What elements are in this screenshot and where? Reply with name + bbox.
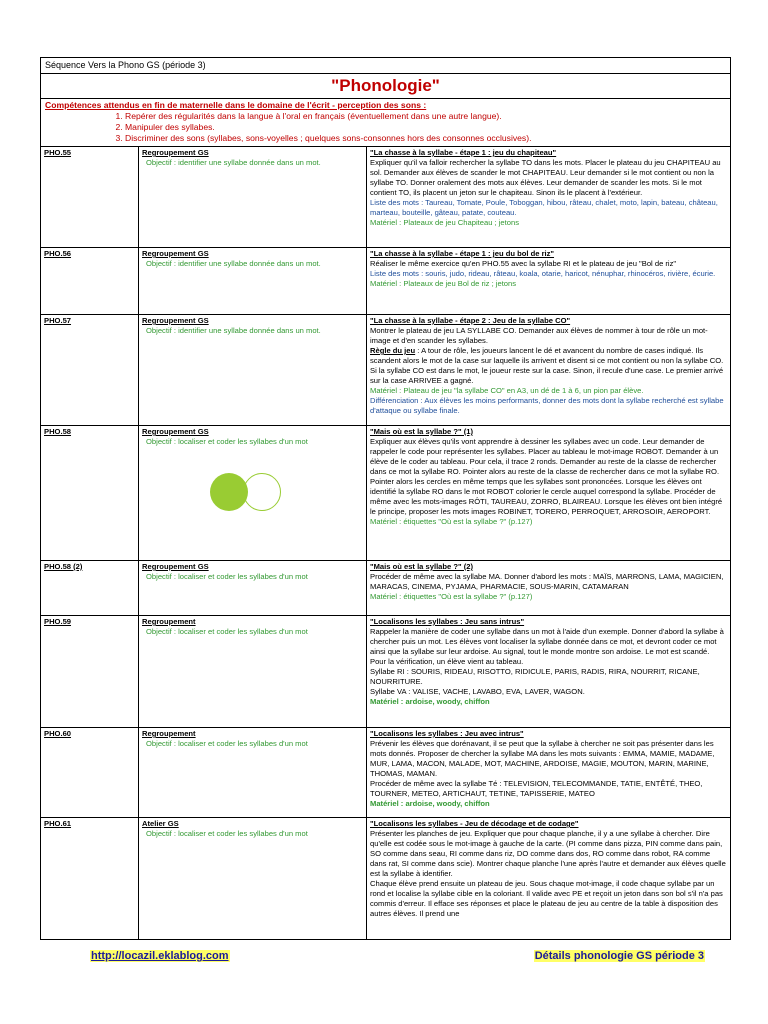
activity-objective: Objectif : localiser et coder les syllabes d'un mot bbox=[146, 437, 308, 446]
rule-text: : A tour de rôle, les joueurs lancent le dé et avancent du nombre de cases indiqué. Ils scandent alors le mot de la case sur laquelle ils arrivent et disent si ce mot contient ou non la syllabe CO. Si la syllabe CO est dans le mot, le joueur reste sur la case. Sinon, il recule d'une case. Le premier arrivé sur la case ARRIVEE a gagné. bbox=[370, 346, 724, 385]
activity-group: Regroupement GS bbox=[142, 427, 209, 436]
material: Matériel : Plateaux de jeu Bol de riz ; jetons bbox=[370, 279, 517, 288]
activity-group: Regroupement bbox=[142, 617, 196, 626]
activity-code: PHO.59 bbox=[44, 617, 72, 626]
material: Matériel : Plateaux de jeu Chapiteau ; jetons bbox=[370, 218, 520, 227]
activity-description: Expliquer aux élèves qu'ils vont apprendre à dessiner les syllabes avec un code. Leur demander de rappeler le code pour représenter les syllabes. Placer au tableau le mot-image ROBOT. Demander à un élève de le coder au tableau. Pour cela, il trace 2 ronds. Demander au reste de la classe de rechercher dans ce mot la syllabe RO. Pointer alors au reste de la classe de rechercher dans ce mot la syllabe RO. Pointer alors les cercles en même temps que les syllabes sont prononcées. Lorsque les élèves ont identifié la syllabe RO dans le mot ROBOT colorier le cercle auquel correspond la syllabe. Procéder de même avec les mots-images RÔTI, TAUREAU, ZORRO, BLAIREAU. Lorsque les élèves ont bien intégré le principe, proposer les mots images ROBINET, TORERO, PERROQUET, ARROSOIR, AEROPORT. bbox=[370, 437, 723, 516]
material: Matériel : Plateau de jeu "la syllabe CO" en A3, un dé de 1 à 6, un pion par élève. bbox=[370, 386, 644, 395]
sequence-header: Séquence Vers la Phono GS (période 3) bbox=[41, 58, 731, 74]
activity-code: PHO.58 (2) bbox=[44, 562, 83, 571]
activity-code: PHO.57 bbox=[44, 316, 72, 325]
activity-group: Regroupement GS bbox=[142, 249, 209, 258]
activity-description: Procéder de même avec la syllabe MA. Donner d'abord les mots : MAÏS, MARRONS, LAMA, MAGICIEN, MARACAS, CINEMA, PYJAMA, PHARMACIE, SOUS-MARIN, CATAMARAN bbox=[370, 572, 724, 591]
activity-code: PHO.55 bbox=[44, 148, 72, 157]
activity-group: Atelier GS bbox=[142, 819, 179, 828]
activity-code: PHO.61 bbox=[44, 819, 72, 828]
table-row bbox=[41, 147, 731, 248]
activity-title: "La chasse à la syllabe - étape 1 : jeu du chapiteau" bbox=[370, 148, 557, 157]
activity-description: Montrer le plateau de jeu LA SYLLABE CO. Demander aux élèves de nommer à tour de rôle un mot-image et d'en scander les syllabes. bbox=[370, 326, 708, 345]
activity-title: "Localisons les syllabes : Jeu avec intrus" bbox=[370, 729, 524, 738]
syllable-circles-illustration bbox=[142, 463, 363, 518]
competence-item: 2. Manipuler des syllabes. bbox=[125, 122, 726, 133]
activity-group: Regroupement bbox=[142, 729, 196, 738]
word-list: Liste des mots : souris, judo, rideau, râteau, koala, otarie, haricot, nénuphar, rhinocéros, rivière, écurie. bbox=[370, 269, 716, 278]
competences-block bbox=[41, 99, 731, 147]
activity-objective: Objectif : localiser et coder les syllabes d'un mot bbox=[146, 627, 308, 636]
game-rule bbox=[370, 346, 727, 386]
footer-details: Détails phonologie GS période 3 bbox=[534, 950, 704, 962]
activity-objective: Objectif : localiser et coder les syllabes d'un mot bbox=[146, 572, 308, 581]
syllable-ri-words: Syllabe RI : SOURIS, RIDEAU, RISOTTO, RIDICULE, PARIS, RADIS, RIRA, NOURRIT, RICANE, NOURRITURE. bbox=[370, 667, 700, 686]
activity-objective: Objectif : localiser et coder les syllabes d'un mot bbox=[146, 739, 308, 748]
table-row bbox=[41, 426, 731, 561]
activity-group: Regroupement GS bbox=[142, 148, 209, 157]
activity-objective: Objectif : identifier une syllabe donnée dans un mot. bbox=[146, 326, 321, 335]
competence-item: 1. Repérer des régularités dans la langue à l'oral en français (éventuellement dans une autre langue). bbox=[125, 111, 726, 122]
table-row bbox=[41, 728, 731, 818]
activity-objective: Objectif : identifier une syllabe donnée dans un mot. bbox=[146, 259, 321, 268]
page-footer bbox=[0, 950, 768, 966]
activity-description: Expliquer qu'il va falloir rechercher la syllabe TO dans les mots. Placer le plateau du jeu CHAPITEAU au sol. Demander aux élèves de scander le mot CHAPITEAU. Leur demander si le mot contient ou non la syllabe TO. Donner oralement des mots aux élèves. Leur demander de scander les mots. Si le mot contient TO, ils placent un jeton sur le chapiteau. Sinon ils le placent à l'extérieur. bbox=[370, 158, 721, 197]
table-row bbox=[41, 561, 731, 616]
activity-title: "La chasse à la syllabe - étape 2 : Jeu de la syllabe CO" bbox=[370, 316, 571, 325]
competences-list bbox=[45, 111, 726, 144]
rule-label: Règle du jeu bbox=[370, 346, 416, 355]
word-list: Liste des mots : Taureau, Tomate, Poule, Toboggan, hibou, râteau, chalet, moto, lapin, bateau, château, marteau, bouteille, gâteau, patate, couteau. bbox=[370, 198, 718, 217]
activity-description: Présenter les planches de jeu. Expliquer que pour chaque planche, il y a une syllabe à chercher. Dire qu'elle est codée sous le mot-image à gauche de la carte. (PI comme dans pizza, PIN comme dans pain, SO comme dans seau, RI comme dans riz, DO comme dans dos, RO comme dans robot, RA comme dans rat, SI comme dans scie). Montrer chaque planche l'une après l'autre et demander aux élèves quelle est la syllabe à identifier. bbox=[370, 829, 726, 878]
page-title: "Phonologie" bbox=[41, 74, 731, 99]
syllable-va-words: Syllabe VA : VALISE, VACHE, LAVABO, EVA, LAVER, WAGON. bbox=[370, 687, 585, 696]
competence-item: 3. Discriminer des sons (syllabes, sons-voyelles ; quelques sons-consonnes hors des consonnes occlusives). bbox=[125, 133, 726, 144]
activity-title: "Localisons les syllabes - Jeu de décodage et de codage" bbox=[370, 819, 579, 828]
activity-group: Regroupement GS bbox=[142, 316, 209, 325]
activity-title: "Mais où est la syllabe ?" (1) bbox=[370, 427, 473, 436]
activity-description: Prévenir les élèves que dorénavant, il se peut que la syllabe à chercher ne soit pas présenter dans les mots donnés. Proposer de chercher la syllabe MA dans les mots suivants : EMMA, MAMIE, MADAME, MUR, LAMA, MACON, MALADE, MOT, MACHINE, ARDOISE, MAGIE, MOUTON, MARIN, MARINE, THOMAS, MAMAN. bbox=[370, 739, 715, 778]
blog-link[interactable]: http://locazil.eklablog.com bbox=[91, 950, 229, 962]
sequence-table bbox=[40, 57, 731, 940]
syllable-te-words: Procéder de même avec la syllabe Té : TELEVISION, TELECOMMANDE, TATIE, ENTÊTÉ, THEO, TOURNER, METEO, ARTICHAUT, TETINE, TAPISSERIE, MATEO bbox=[370, 779, 703, 798]
activity-title: "Localisons les syllabes : Jeu sans intrus" bbox=[370, 617, 525, 626]
activity-description: Rappeler la manière de coder une syllabe dans un mot à l'aide d'un exemple. Donner d'abord la syllabe à chercher puis un mot. Les élèves vont localiser la syllabe donnée dans ce mot, et devront coder ce mot ainsi que la syllabe sur leur ardoise. Au signal, tout le monde montre son ardoise. Le mot est scandé. Pour la vérification, un élève vient au tableau. bbox=[370, 627, 724, 666]
table-row bbox=[41, 818, 731, 940]
empty-circle-icon bbox=[243, 473, 281, 511]
activity-group: Regroupement GS bbox=[142, 562, 209, 571]
material: Matériel : étiquettes "Où est la syllabe ?" (p.127) bbox=[370, 517, 533, 526]
activity-title: "La chasse à la syllabe - étape 1 : jeu du bol de riz" bbox=[370, 249, 555, 258]
material: Matériel : ardoise, woody, chiffon bbox=[370, 697, 490, 706]
document-sheet bbox=[40, 57, 730, 940]
table-row bbox=[41, 248, 731, 315]
activity-objective: Objectif : localiser et coder les syllabes d'un mot bbox=[146, 829, 308, 838]
activity-continuation: Chaque élève prend ensuite un plateau de jeu. Sous chaque mot-image, il code chaque syllabe par un rond et localise la syllabe cible en la coloriant. Il valide avec PE et reçoit un jeton dans son bol s'il n'a pas commis d'erreur. Il efface ses réponses et place le plateau de jeu au centre de la table à disposition des autres élèves. Il prend une bbox=[370, 879, 723, 918]
table-row bbox=[41, 315, 731, 426]
activity-code: PHO.56 bbox=[44, 249, 72, 258]
competences-heading: Compétences attendus en fin de maternelle dans le domaine de l'écrit - perception des sons : bbox=[45, 100, 427, 110]
material: Matériel : étiquettes "Où est la syllabe ?" (p.127) bbox=[370, 592, 533, 601]
table-row bbox=[41, 616, 731, 728]
activity-code: PHO.58 bbox=[44, 427, 72, 436]
differentiation: Différenciation : Aux élèves les moins performants, donner des mots dont la syllabe recherché est syllabe d'attaque ou syllabe finale. bbox=[370, 396, 724, 415]
material: Matériel : ardoise, woody, chiffon bbox=[370, 799, 490, 808]
activity-title: "Mais où est la syllabe ?" (2) bbox=[370, 562, 473, 571]
activity-code: PHO.60 bbox=[44, 729, 72, 738]
activity-objective: Objectif : identifier une syllabe donnée dans un mot. bbox=[146, 158, 321, 167]
activity-description: Réaliser le même exercice qu'en PHO.55 avec la syllabe RI et le plateau de jeu "Bol de riz" bbox=[370, 259, 677, 268]
